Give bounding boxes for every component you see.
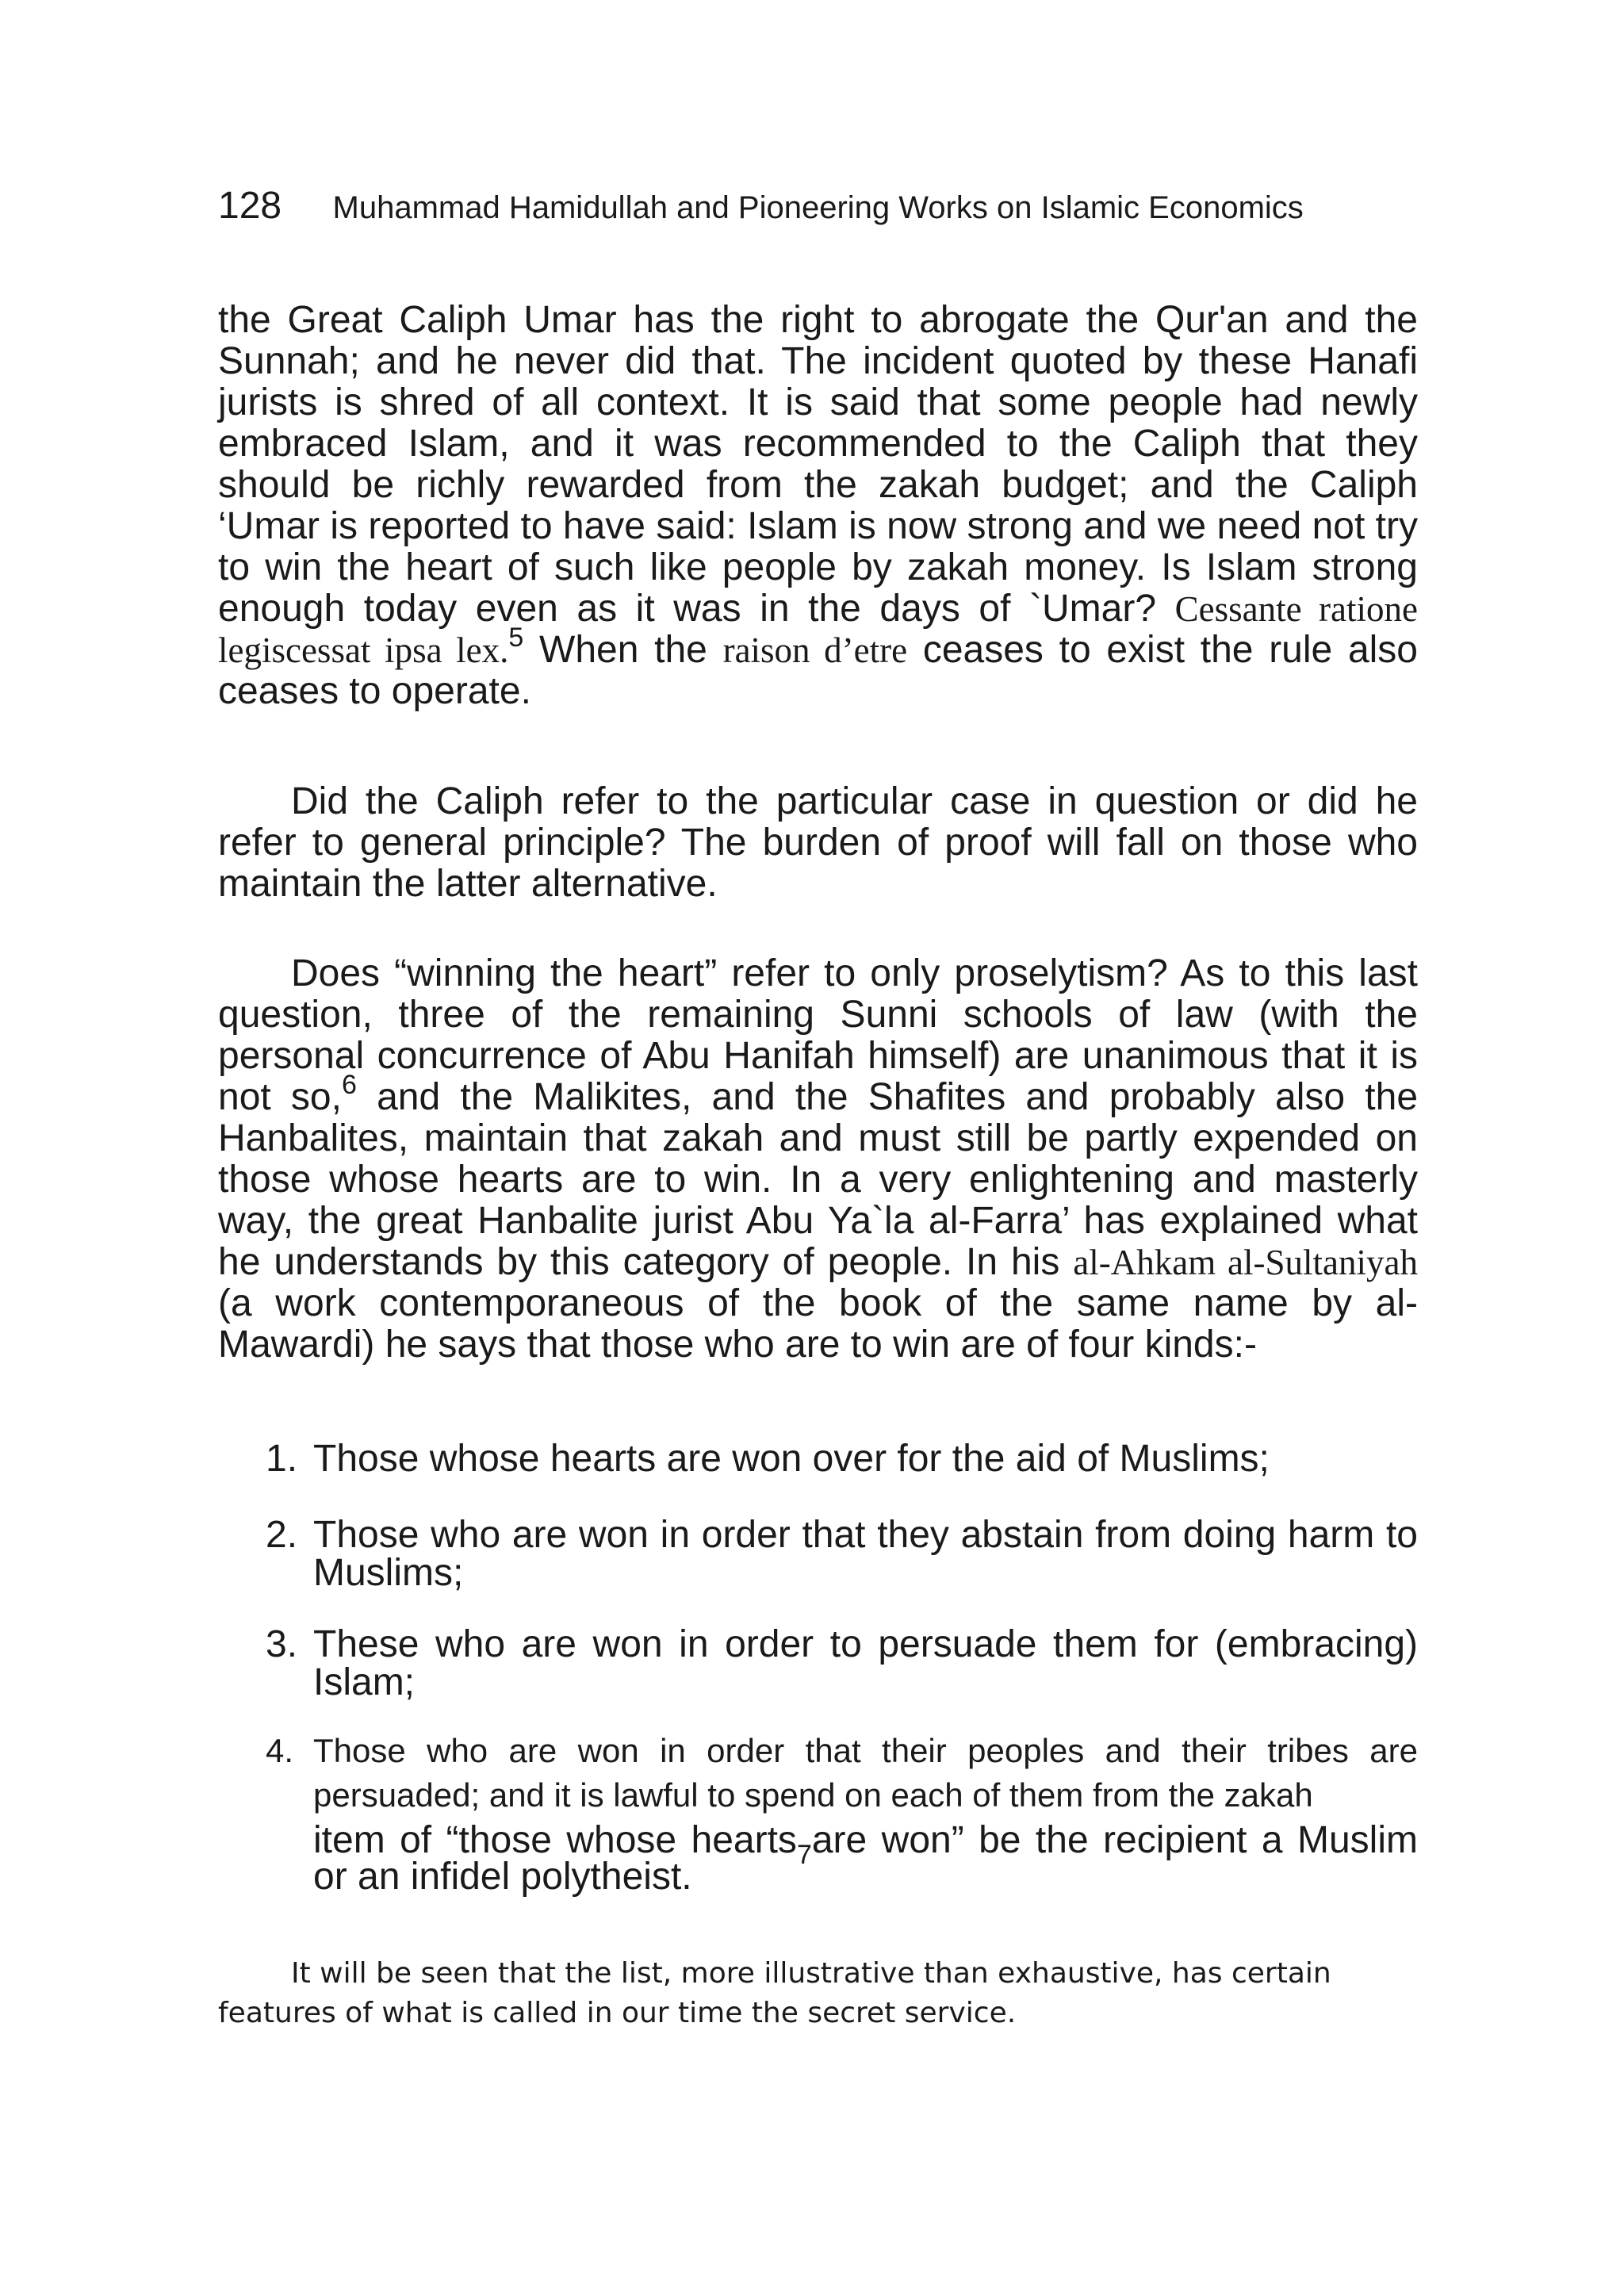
paragraph-3-text-b: and the Malikites, and the Shafites and probably also the Hanbalites, maintain that zakah and must still be partly expended on those whose hearts are to win. In a very enlightening and masterly way, the great Hanbalite jurist Abu Ya`la al-Farra’ has explained what he understands by this category of people. In his xyxy=(218,1076,1419,1283)
paragraph-3-text-a: Does “winning the heart” refer to only proselytism? As to this last question, three of the remaining Sunni schools of law (with the personal concurrence of Abu Hanifah himself) are unanimous that it is not so, xyxy=(218,952,1418,1118)
page-header xyxy=(218,184,1423,239)
running-title: Muhammad Hamidullah and Pioneering Works on Islamic Economics xyxy=(332,190,1304,225)
list-number-3: 3. xyxy=(266,1623,298,1665)
paragraph-2-text: Did the Caliph refer to the particular case in question or did he refer to general principle? The burden of proof will fall on those who maintain the latter alternative. xyxy=(218,780,1418,905)
paragraph-1-text-a: the Great Caliph Umar has the right to abrogate the Qur'an and the Sunnah; and he never did that. The incident quoted by these Hanafi jurists is shred of all context. It is said that some people had newly embraced Islam, and it was recommended to the Caliph that they should be richly rewarded from the zakah budget; and the Caliph ‘Umar is reported to have said: Islam is now strong and we need not try to win the heart of such like people by zakah money. Is Islam strong enough today even as it was in the days of `Umar? xyxy=(218,299,1418,630)
paragraph-1 xyxy=(218,300,1418,712)
list-number-1: 1. xyxy=(266,1438,298,1480)
list-text-3: These who are won in order to persuade them for (embracing) Islam; xyxy=(313,1623,1418,1703)
paragraph-3 xyxy=(218,953,1418,1366)
footnote-ref-5: 5 xyxy=(508,623,524,653)
paragraph-1-text-c: ceases to exist the rule also ceases to operate. xyxy=(218,629,1419,712)
footnote-ref-7: 7 xyxy=(796,1840,812,1870)
closing-paragraph xyxy=(218,1954,1408,2033)
french-phrase: raison d’etre xyxy=(722,630,908,670)
book-title: al-Ahkam al-Sultaniyah xyxy=(1073,1243,1418,1282)
closing-paragraph-text: It will be seen that the list, more illustrative than exhaustive, has certain features of what is called in our time the secret service. xyxy=(218,1957,1331,2029)
list-text-4-part-2 xyxy=(313,1819,1418,1898)
list-text-4-part-1: Those who are won in order that their peoples and their tribes are persuaded; and it is lawful to spend on each of them from the zakah xyxy=(313,1732,1418,1814)
list-item-3 xyxy=(266,1623,1418,1703)
page-number: 128 xyxy=(218,185,282,227)
latin-maxim: Cessante ratione legiscessat ipsa lex. xyxy=(218,589,1418,670)
list-text-1: Those whose hearts are won over for the aid of Muslims; xyxy=(313,1438,1270,1480)
list-item-4 xyxy=(266,1729,1418,1898)
footnote-ref-6: 6 xyxy=(341,1070,357,1100)
list-text-4-part-2b: are won” be the recipient a Muslim or an infidel polytheist. xyxy=(313,1819,1418,1898)
list-item-2 xyxy=(266,1516,1418,1592)
list-text-4-part-2a: item of “those whose hearts xyxy=(313,1819,797,1861)
list-text-4 xyxy=(313,1729,1418,1898)
list-text-2: Those who are won in order that they abstain from doing harm to Muslims; xyxy=(313,1514,1418,1594)
paragraph-2 xyxy=(218,781,1418,905)
list-number-4: 4. xyxy=(266,1732,294,1769)
list-number-2: 2. xyxy=(266,1514,298,1556)
paragraph-1-text-b: When the xyxy=(523,629,723,671)
list-item-1 xyxy=(266,1440,1418,1478)
paragraph-3-text-c: (a work contemporaneous of the book of the same name by al-Mawardi) he says that those who are to win are of four kinds:- xyxy=(218,1282,1418,1366)
